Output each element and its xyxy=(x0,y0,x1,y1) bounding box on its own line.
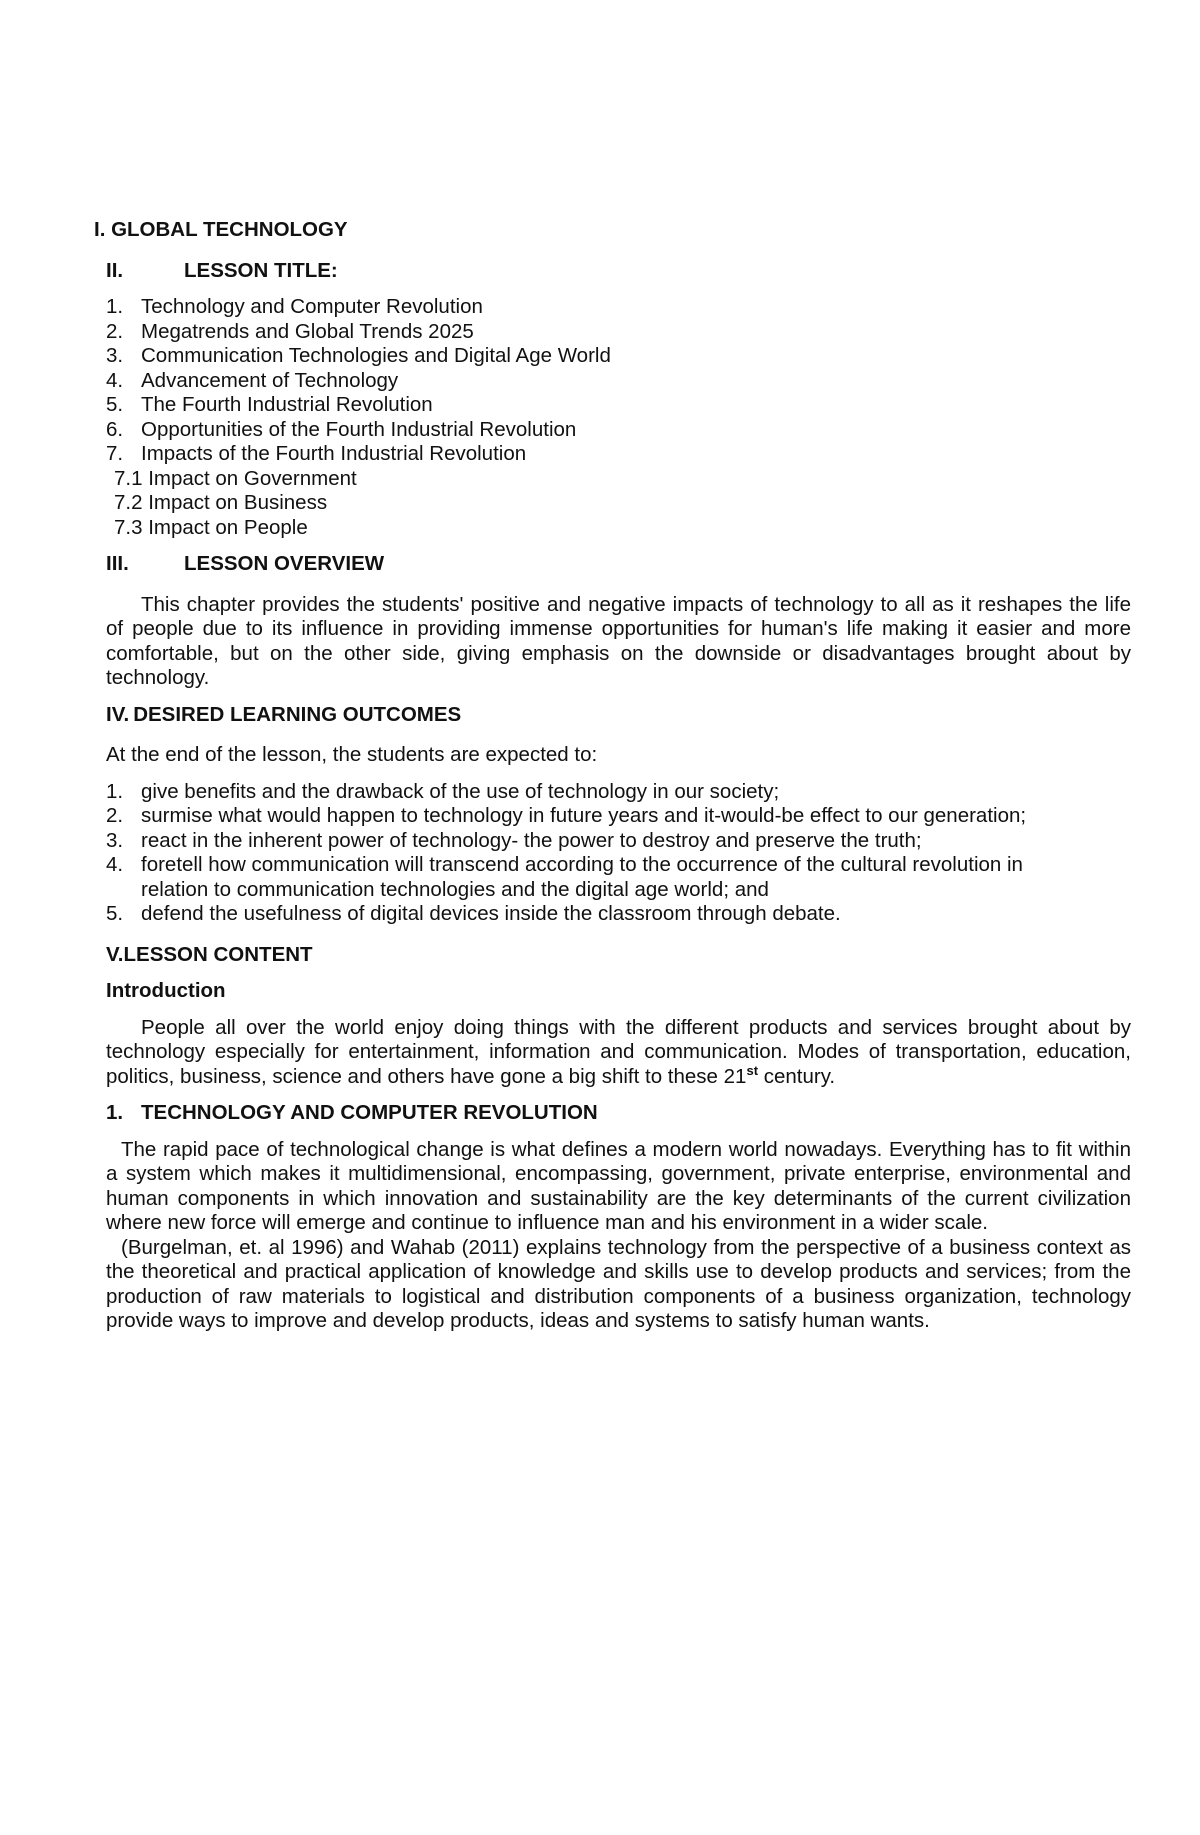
technology-paragraph-2: (Burgelman, et. al 1996) and Wahab (2011) explains technology from the perspective of a business context as the theoretical and practical application of knowledge and skills use to develop products and services; from the production of raw materials to logistical and distribution components of a business organization, technology provide ways to improve and develop products, ideas and systems to satisfy human wants. xyxy=(106,1235,1131,1332)
list-item: 4. foretell how communication will transcend according to the occurrence of the cultural revolution in relation to communication technologies and the digital age world; and xyxy=(106,853,1023,901)
section-number: III. xyxy=(106,552,129,575)
section-title: LESSON CONTENT xyxy=(123,942,313,966)
list-item: 3. react in the inherent power of technology- the power to destroy and preserve the truth; xyxy=(106,828,922,852)
section-heading-global-technology: I. GLOBAL TECHNOLOGY xyxy=(94,218,348,241)
list-item: 7. Impacts of the Fourth Industrial Revolution xyxy=(106,442,527,465)
sub-list-item: 7.2 Impact on Business xyxy=(114,491,328,514)
section-heading-lesson-overview xyxy=(106,552,1131,577)
list-item: 6. Opportunities of the Fourth Industrial Revolution xyxy=(106,417,577,441)
lesson-title-list xyxy=(106,295,1131,467)
section-heading-lesson-content xyxy=(106,943,1131,968)
technology-paragraph-1: The rapid pace of technological change is what defines a modern world nowadays. Everything has to fit within a system which makes it multidimensional, encompassing, government, private enterprise, environmental and human components in which innovation and sustainability are the key determinants of the current civilization where new force will emerge and continue to influence man and his environment in a wider scale. xyxy=(106,1137,1131,1234)
learning-outcomes-intro: At the end of the lesson, the students are expected to: xyxy=(106,743,598,766)
sub-list-item: 7.3 Impact on People xyxy=(114,515,308,539)
superscript-st: st xyxy=(746,1062,759,1078)
list-item: 4. Advancement of Technology xyxy=(106,368,399,392)
subsection-number: 1. xyxy=(106,1101,124,1124)
document-content xyxy=(94,218,1131,1334)
section-number: IV. xyxy=(106,702,130,726)
section-title: DESIRED LEARNING OUTCOMES xyxy=(133,702,462,726)
section-heading-learning-outcomes xyxy=(106,703,1131,728)
list-item: 2. Megatrends and Global Trends 2025 xyxy=(106,319,474,343)
subsection-heading-technology-revolution xyxy=(106,1101,1131,1126)
list-item: 1. give benefits and the drawback of the use of technology in our society; xyxy=(106,779,780,803)
section-number: V. xyxy=(106,942,124,966)
section-number: II. xyxy=(106,258,124,282)
subsection-title: TECHNOLOGY AND COMPUTER REVOLUTION xyxy=(141,1101,598,1124)
list-item: 3. Communication Technologies and Digital Age World xyxy=(106,344,611,367)
learning-outcomes-list xyxy=(106,780,1131,927)
section-heading-lesson-title xyxy=(106,259,1131,284)
lesson-overview-paragraph: This chapter provides the students' positive and negative impacts of technology to all as it reshapes the life of people due to its influence in providing immense opportunities for human's life making it easier and more comfortable, but on the other side, giving emphasis on the downside or disadvantages brought about by technology. xyxy=(106,592,1131,689)
introduction-heading: Introduction xyxy=(106,979,226,1002)
sub-list-item: 7.1 Impact on Government xyxy=(114,466,357,490)
lesson-title-sublist xyxy=(106,467,1131,541)
list-item: 1. Technology and Computer Revolution xyxy=(106,295,483,318)
list-item: 5. The Fourth Industrial Revolution xyxy=(106,393,433,416)
section-title: LESSON OVERVIEW xyxy=(184,552,385,575)
introduction-paragraph: People all over the world enjoy doing things with the different products and services brought about by technology especially for entertainment, information and communication. Modes of transportation, education, politics, business, science and others have gone a big shift to these 21st century. xyxy=(106,1015,1131,1088)
section-title: LESSON TITLE: xyxy=(184,258,338,282)
list-item: 5. defend the usefulness of digital devices inside the classroom through debate. xyxy=(106,902,841,925)
list-item: 2. surmise what would happen to technology in future years and it-would-be effect to our generation; xyxy=(106,804,1027,827)
